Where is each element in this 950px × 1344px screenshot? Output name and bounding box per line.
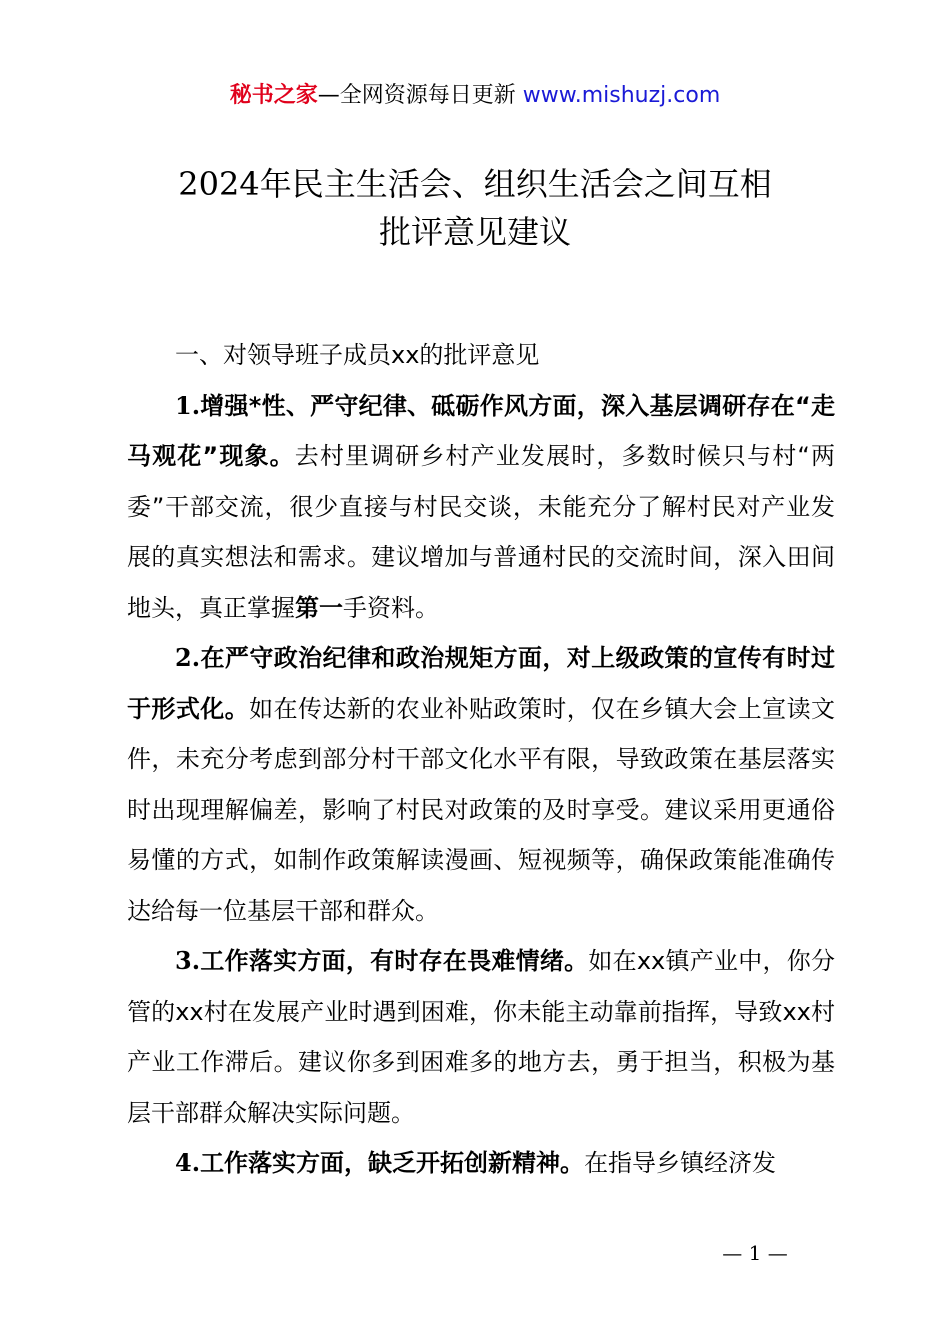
paragraph-item-1 (127, 381, 835, 634)
page-number: — 1 — (722, 1241, 788, 1265)
item-body-text: 如在传达新的农业补贴政策时，仅在乡镇大会上宣读文件，未充分考虑到部分村干部文化水平有限，导致政策在基层落实时出现理解偏差，影响了村民对政策的及时享受。建议采用更通俗易懂的方式，如制作政策解读漫画、短视频等，确保政策能准确传达给每一位基层干部和群众。 (127, 694, 836, 925)
item-inline-bold: 第一 (295, 593, 343, 622)
paragraph-item-4 (127, 1138, 835, 1189)
item-bold-lead: 增强*性、严守纪律、砥砺作风方面，深入基层调研存在“走马观花”现象。 (127, 391, 835, 470)
item-number: 3. (175, 946, 201, 975)
item-bold-lead: 工作落实方面，缺乏开拓创新精神。 (200, 1149, 585, 1177)
section-heading: 一、对领导班子成员xx的批评意见 (175, 341, 540, 369)
title-line-2: 批评意见建议 (378, 213, 571, 251)
item-body-text: 在指导乡镇经济发 (584, 1149, 777, 1177)
item-number: 1. (175, 390, 201, 420)
header-slogan: —全网资源每日更新 (317, 83, 516, 108)
item-body-text: 去村里调研乡村产业发展时，多数时候只与村“两委”干部交流，很少直接与村民交谈，未能充分了解村民对产业发展的真实想法和需求。建议增加与普通村民的交流时间，深入田间地头，真正掌握 (127, 442, 835, 622)
brand-name: 秘书之家 (229, 83, 318, 108)
document-body (127, 330, 835, 1189)
item-bold-lead: 在严守政治纪律和政治规矩方面，对上级政策的宣传有时过于形式化。 (127, 644, 835, 723)
document-title (100, 160, 850, 256)
item-number: 4. (175, 1148, 201, 1177)
item-body-text-end: 手资料。 (343, 593, 439, 622)
item-body-text: 如在xx镇产业中，你分管的xx村在发展产业时遇到困难，你未能主动靠前指挥，导致xx村产业工作滞后。建议你多到困难多的地方去，勇于担当，积极为基层干部群众解决实际问题。 (127, 947, 836, 1127)
site-url-link[interactable]: www.mishuzj.com (522, 83, 721, 108)
paragraph-item-2 (127, 633, 835, 936)
item-bold-lead: 工作落实方面，有时存在畏难情绪。 (200, 947, 589, 975)
site-header (0, 80, 950, 112)
title-line-1: 2024年民主生活会、组织生活会之间互相 (178, 165, 772, 203)
item-number: 2. (175, 643, 201, 672)
paragraph-item-3 (127, 936, 835, 1138)
